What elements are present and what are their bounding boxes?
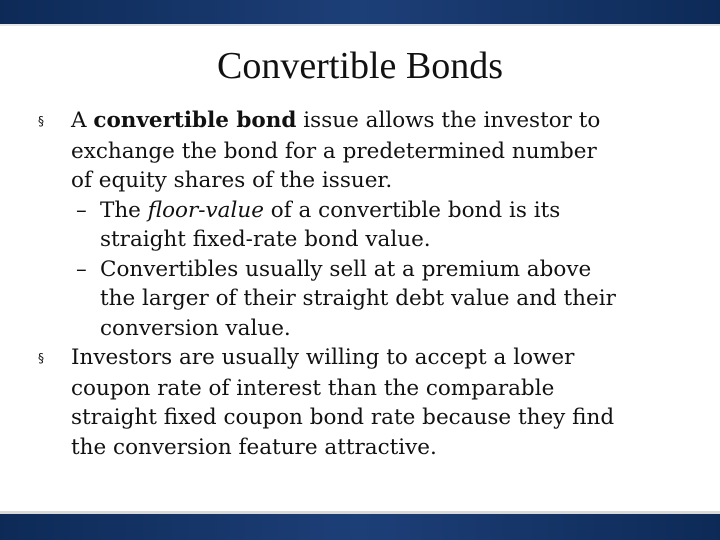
square-bullet-icon: § xyxy=(38,351,44,365)
square-bullet-icon: § xyxy=(38,114,44,128)
sub-bullet-1-line-1: – The floor-value of a convertible bond is its xyxy=(38,196,698,226)
bullet-1-line-1: § A convertible bond issue allows the investor to xyxy=(38,106,698,137)
dash-bullet-icon: – xyxy=(76,197,87,223)
slide-title: Convertible Bonds xyxy=(216,45,504,87)
bullet-1-line-3: of equity shares of the issuer. xyxy=(71,168,393,193)
sub-bullet-2-line-1: – Convertibles usually sell at a premium above xyxy=(38,255,698,285)
bullet-2-line-3: straight fixed coupon bond rate because they find xyxy=(71,405,615,430)
top-banner xyxy=(0,0,720,24)
bold-term: convertible bond xyxy=(93,108,297,133)
bullet-2-line-1: § Investors are usually willing to accept a lower xyxy=(38,343,698,374)
sub-bullet-1-line-2: straight fixed-rate bond value. xyxy=(100,227,431,252)
top-divider xyxy=(0,24,720,26)
italic-term: floor-value xyxy=(147,197,264,223)
bullet-2-line-2: coupon rate of interest than the comparable xyxy=(71,375,555,401)
sub-bullet-2-line-3: conversion value. xyxy=(100,315,291,341)
bullet-2-line-4: the conversion feature attractive. xyxy=(71,434,437,460)
dash-bullet-icon: – xyxy=(76,256,87,282)
slide-body xyxy=(38,106,698,462)
bullet-1-line-2: exchange the bond for a predetermined number xyxy=(71,138,597,164)
footer-banner xyxy=(0,514,720,540)
sub-bullet-2-line-2: the larger of their straight debt value and their xyxy=(100,286,616,311)
